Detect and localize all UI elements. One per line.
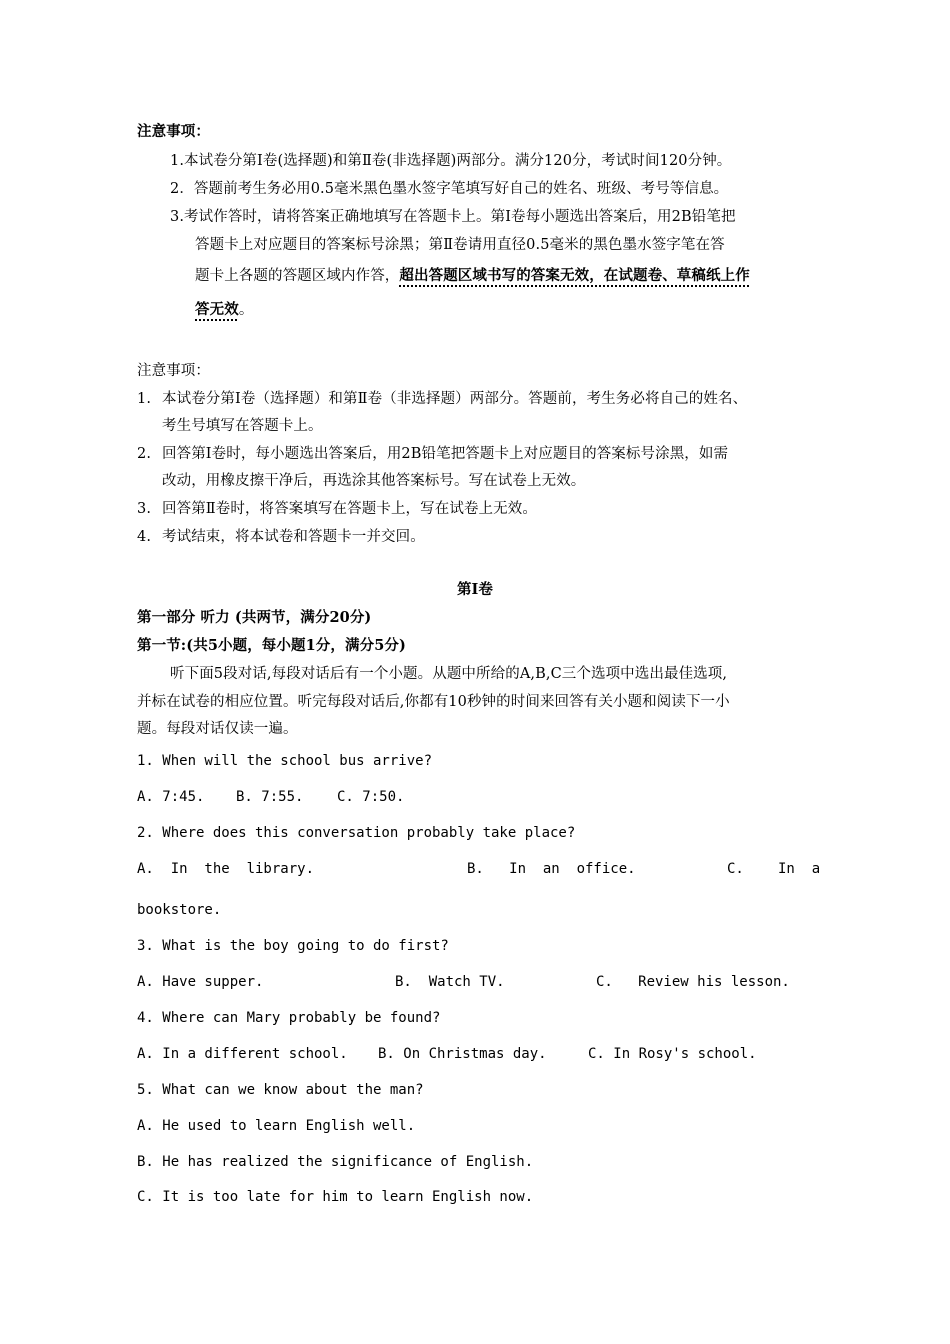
notice1-item-1: 1.本试卷分第Ⅰ卷(选择题)和第Ⅱ卷(非选择题)两部分。满分120分，考试时间120分钟。 [170,153,732,169]
q2-option-a: A. In the library. [137,861,315,877]
notice1-item-3-plain: 题卡上各题的答题区域内作答， [195,268,400,284]
q2-option-c-label: C. [727,861,744,877]
volume-title: 第Ⅰ卷 [456,581,494,598]
section1-title: 第一节:(共5小题，每小题1分，满分5分) [137,637,406,654]
part1-title: 第一部分 听力 (共两节，满分20分) [137,609,372,626]
notice1-item-3-line-3 [195,266,750,286]
q3-option-a: A. Have supper. [137,974,264,990]
instructions-line-3: 题。每段对话仅读一遍。 [137,721,298,737]
notice1-item-3-period: 。 [238,302,254,318]
notice2-item-1-num: 1. [137,391,152,407]
notice2-item-2-num: 2. [137,446,152,462]
q4-option-c: C. In Rosy's school. [588,1046,757,1062]
instructions-line-2: 并标在试卷的相应位置。听完每段对话后,你都有10秒钟的时间来回答有关小题和阅读下一小 [137,694,730,710]
q5-option-b: B. He has realized the significance of English. [137,1154,534,1170]
q2-option-c-text: In a [778,861,821,877]
question-4: 4. Where can Mary probably be found? [137,1010,441,1026]
notice2-item-3-num: 3. [137,501,152,517]
notice1-item-3-line-4 [195,300,253,320]
notice2-item-2-line-2: 改动，用橡皮擦干净后，再选涂其他答案标号。写在试卷上无效。 [162,473,586,489]
q1-option-b: B. 7:55. [236,789,304,805]
notice1-item-3-emphasis: 超出答题区域书写的答案无效，在试题卷、草稿纸上作 [399,267,750,284]
notice2-item-2-line-1: 回答第Ⅰ卷时，每小题选出答案后，用2B铅笔把答题卡上对应题目的答案标号涂黑，如需 [162,446,729,462]
instructions-line-1: 听下面5段对话,每段对话后有一个小题。从题中所给的A,B,C三个选项中选出最佳选项, [170,666,728,682]
notice2-item-4-num: 4. [137,529,152,545]
notice1-title: 注意事项： [137,123,210,140]
q5-option-a: A. He used to learn English well. [137,1118,416,1134]
notice2-item-1-line-2: 考生号填写在答题卡上。 [162,418,323,434]
q4-option-b: B. On Christmas day. [378,1046,547,1062]
q3-option-c: C. Review his lesson. [596,974,790,990]
question-2: 2. Where does this conversation probably take place? [137,825,576,841]
notice1-item-3-line-2: 答题卡上对应题目的答案标号涂黑；第Ⅱ卷请用直径0.5毫米的黑色墨水签字笔在答 [195,237,725,253]
notice1-item-3-emphasis-end: 答无效 [195,301,239,318]
question-3: 3. What is the boy going to do first? [137,938,449,954]
q1-option-c: C. 7:50. [337,789,405,805]
q5-option-c: C. It is too late for him to learn English now. [137,1189,534,1205]
notice1-item-2: 2．答题前考生务必用0.5毫米黑色墨水签字笔填写好自己的姓名、班级、考号等信息。 [170,181,729,197]
notice1-item-3-line-1: 3.考试作答时，请将答案正确地填写在答题卡上。第Ⅰ卷每小题选出答案后，用2B铅笔把 [170,209,736,225]
q2-option-c-wrap: bookstore. [137,902,222,918]
notice2-title: 注意事项： [137,363,210,379]
q4-option-a: A. In a different school. [137,1046,348,1062]
notice2-item-1-line-1: 本试卷分第Ⅰ卷（选择题）和第Ⅱ卷（非选择题）两部分。答题前，考生务必将自己的姓名、 [162,391,748,407]
notice2-item-3-line-1: 回答第Ⅱ卷时，将答案填写在答题卡上，写在试卷上无效。 [162,501,537,517]
q3-option-b: B. Watch TV. [395,974,505,990]
notice2-item-4-line-1: 考试结束，将本试卷和答题卡一并交回。 [162,529,425,545]
q1-option-a: A. 7:45. [137,789,205,805]
q2-option-b: B. In an office. [467,861,636,877]
question-5: 5. What can we know about the man? [137,1082,424,1098]
question-1: 1. When will the school bus arrive? [137,753,433,769]
